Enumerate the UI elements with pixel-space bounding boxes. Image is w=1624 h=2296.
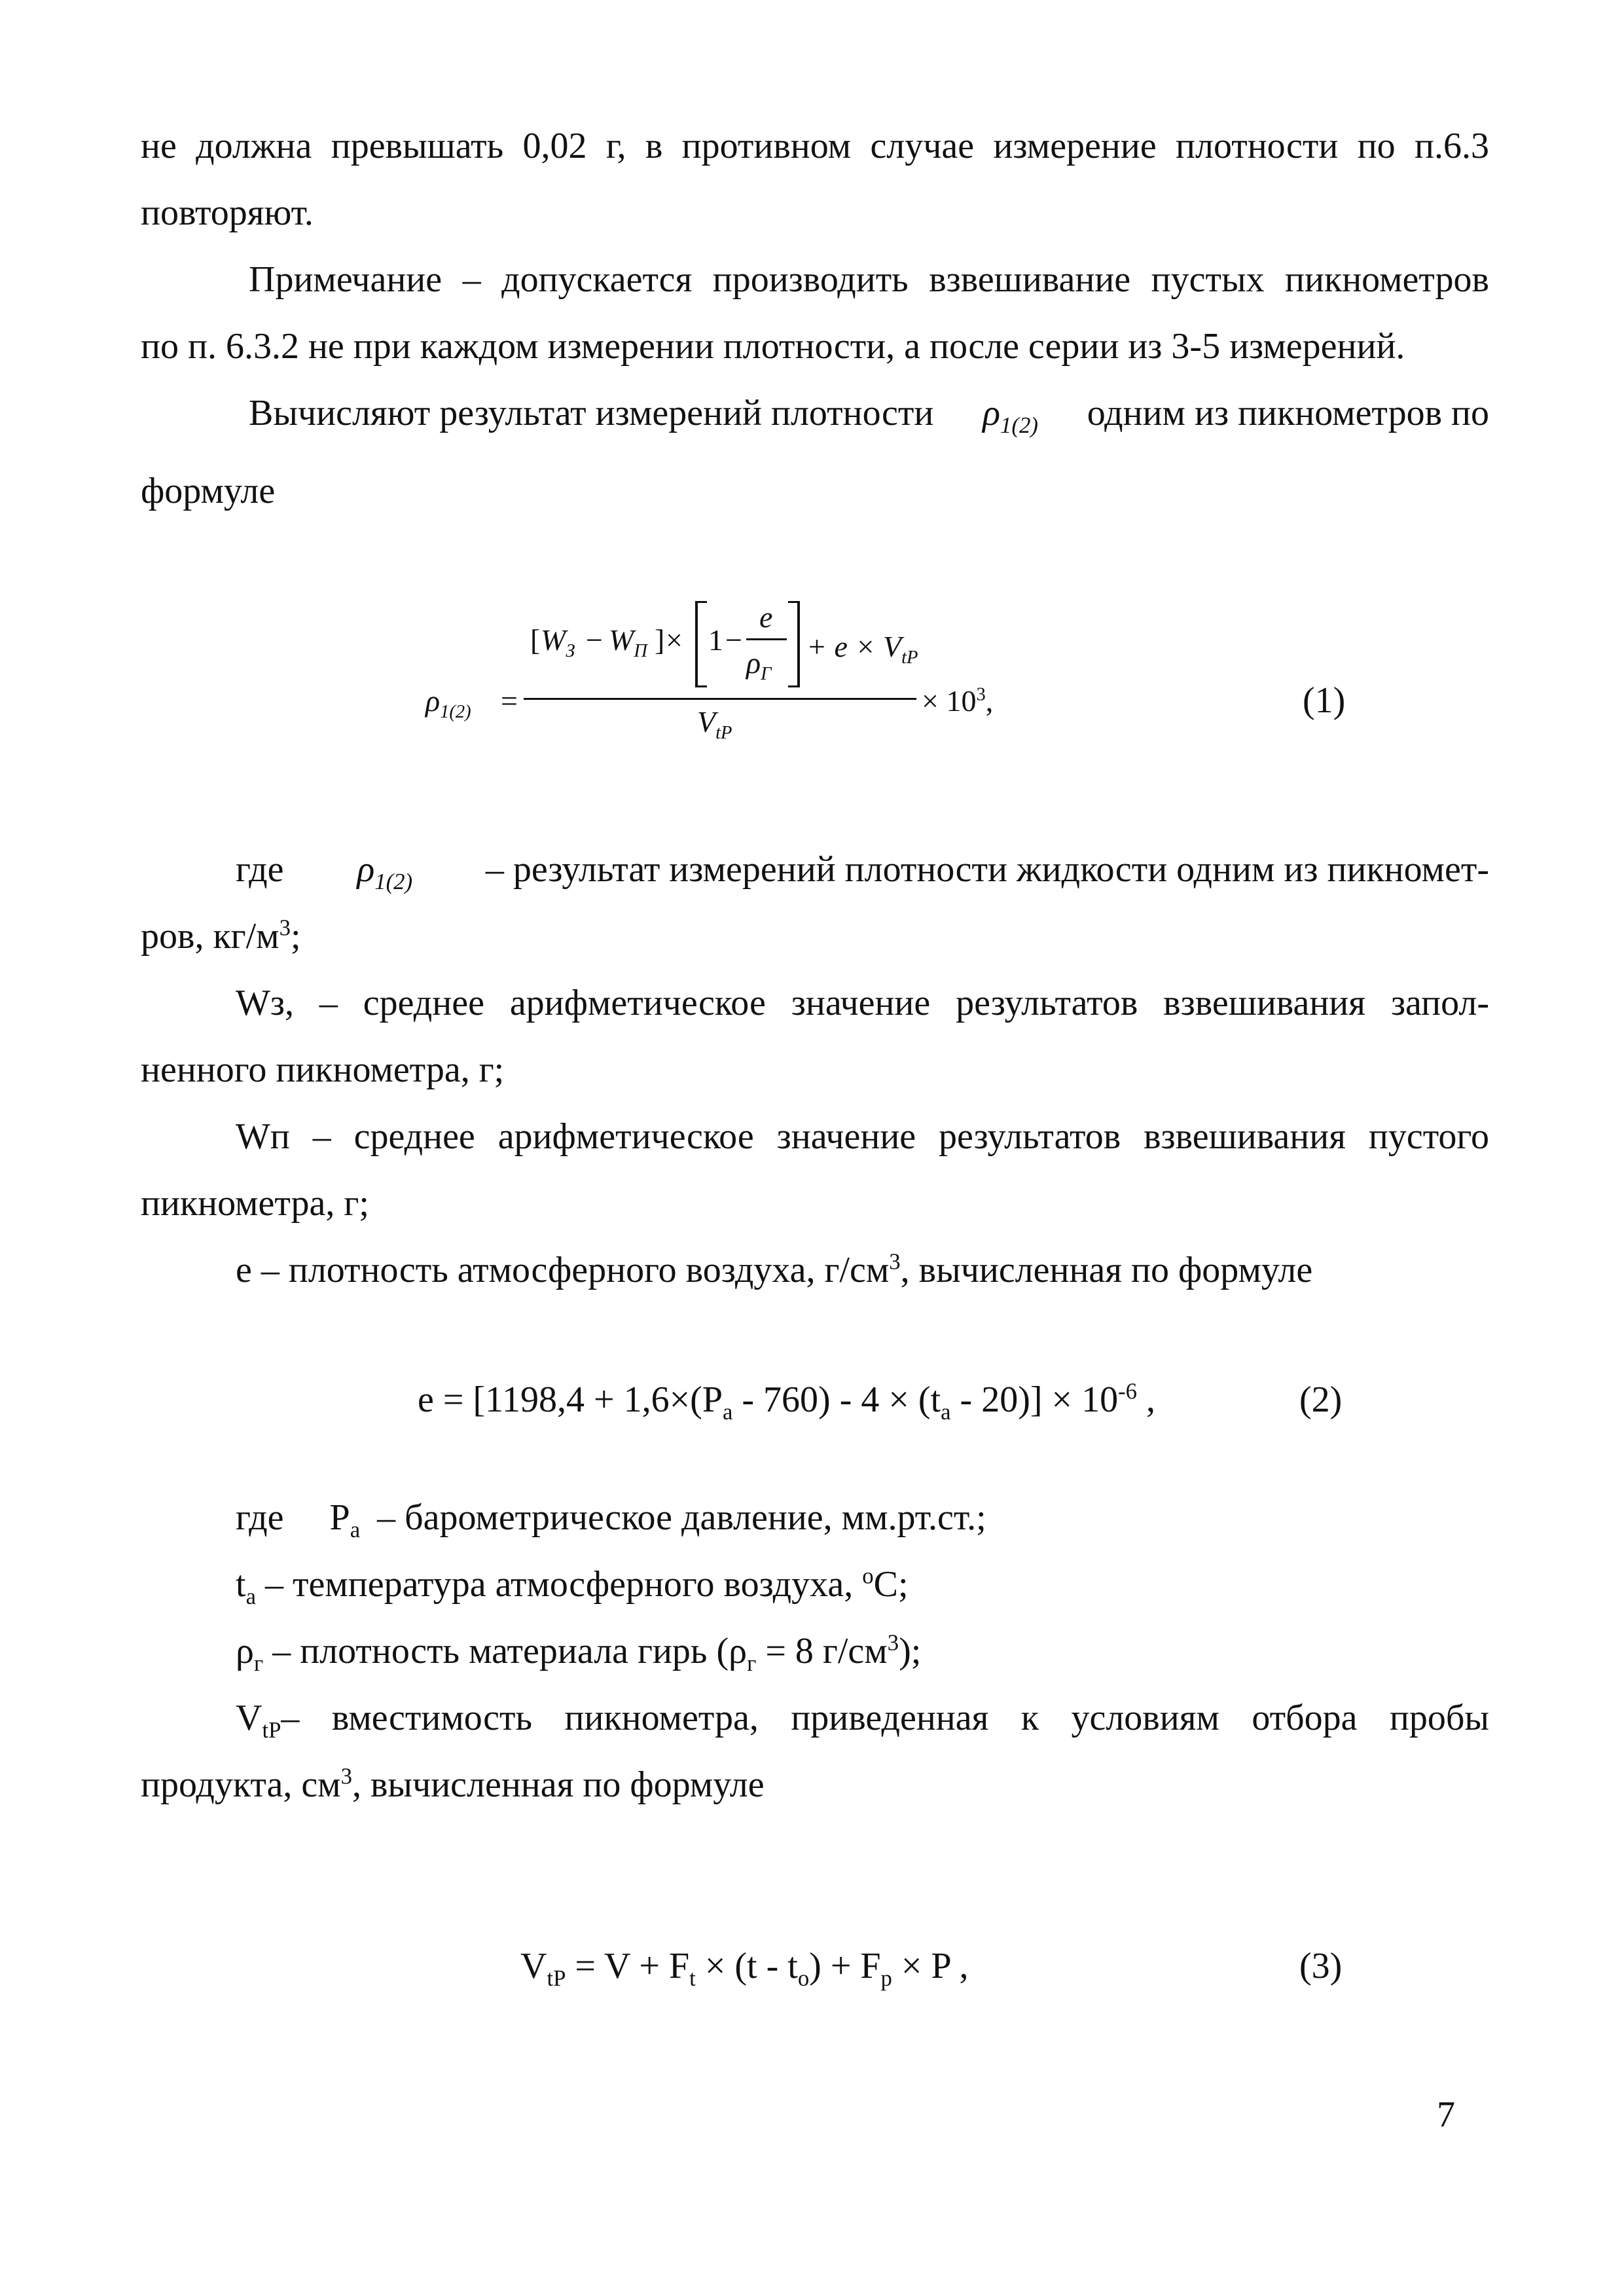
definition-line: $t_a$ – температура атмосферного воздуха, $^o$C; — [236, 1563, 909, 1610]
inner-fraction-numerator: e — [759, 600, 773, 634]
definition-line: $\rho_г$ – плотность материала гирь ($\rho_г = 8$ $г/см^3$); — [236, 1630, 922, 1677]
definition-line: где $P_a$ – барометрическое давление, мм.рт.ст.; — [236, 1497, 986, 1543]
equals-sign: = — [501, 684, 518, 718]
definition-line: e – плотность атмосферного воздуха, $г/см^3$, вычисленная по формуле — [236, 1248, 1313, 1290]
formula-lhs: $\rho_{1(2)}$ — [425, 684, 471, 723]
air-density-term: + $e \times V_{tP}$ — [806, 630, 918, 668]
rho-symbol: $\rho_{1(2)}$ — [983, 393, 1038, 439]
scale-factor: × $10^3$, — [922, 684, 994, 718]
definition-line: ненного пикнометра, г; — [141, 1049, 505, 1090]
calc-intro-line — [249, 393, 1489, 439]
one-digit: 1 — [708, 623, 723, 657]
definition-line: Wп – среднее арифметическое значение результатов взвешивания пустого — [236, 1116, 1489, 1157]
inner-fraction-bar — [746, 638, 787, 640]
definition-text: – результат измерений плотности жидкости одним из пикномет- — [485, 849, 1489, 890]
definition-line — [236, 849, 1489, 895]
main-fraction-bar — [524, 698, 916, 700]
definition-line: Wз, – среднее арифметическое значение результатов взвешивания запол- — [236, 983, 1489, 1023]
definition-line: пикнометра, г; — [141, 1183, 369, 1224]
calc-intro-text: Вычисляют результат измерений плотности — [249, 393, 934, 433]
inner-fraction-denominator: $\rho_Г$ — [746, 646, 772, 685]
definition-line: ров, $кг/м^3$; — [141, 915, 301, 957]
page-number: 7 — [1437, 2094, 1455, 2135]
big-bracket-left — [695, 601, 707, 603]
wp-symbol: $W_П$ — [609, 623, 647, 662]
times-sign: × — [666, 623, 683, 657]
calc-intro-line: формуле — [141, 471, 276, 511]
rho-symbol: $\rho_{1(2)}$ — [357, 849, 413, 895]
numerator-bracket-open: [ — [530, 623, 541, 657]
big-bracket-right — [788, 685, 800, 687]
formula-3: $V_{tP} = V + F_t \times (t - t_o) + F_p \times P$ , — [520, 1946, 969, 1992]
w3-symbol: $W_З$ — [541, 623, 575, 662]
big-bracket-left — [695, 685, 707, 687]
big-bracket-right — [797, 601, 800, 687]
definition-line: продукта, $см^3$, вычисленная по формуле — [141, 1763, 765, 1805]
minus-sign: − — [586, 623, 603, 657]
big-bracket-left — [695, 601, 698, 687]
formula-2: $e = [1198,4 + 1,6\times(P_a - 760) - 4 \times (t_a - 20)] \times 10^{-6}$ , — [418, 1378, 1155, 1425]
denominator: $V_{tP}$ — [697, 705, 732, 744]
equation-number: (1) — [1303, 680, 1346, 721]
where-label: где — [236, 849, 284, 890]
paragraph-line: не должна превышать 0,02 г, в противном случае измерение плотности по п.6.3 — [141, 126, 1489, 166]
definition-line: $V_{tP}$ – вместимость пикнометра, приведенная к условиям отбора пробы — [236, 1698, 1489, 1743]
note-line: по п. 6.3.2 не при каждом измерении плотности, а после серии из 3-5 измерений. — [141, 326, 1405, 367]
numerator-bracket-close: ] — [655, 623, 665, 657]
paragraph-line: повторяют. — [141, 192, 314, 233]
minus-sign: − — [725, 623, 742, 657]
equation-number: (2) — [1299, 1379, 1343, 1420]
equation-number: (3) — [1299, 1946, 1343, 1986]
note-line: Примечание – допускается производить взвешивание пустых пикнометров — [249, 259, 1489, 300]
big-bracket-right — [788, 601, 800, 603]
calc-intro-text: одним из пикнометров по — [1087, 393, 1489, 433]
